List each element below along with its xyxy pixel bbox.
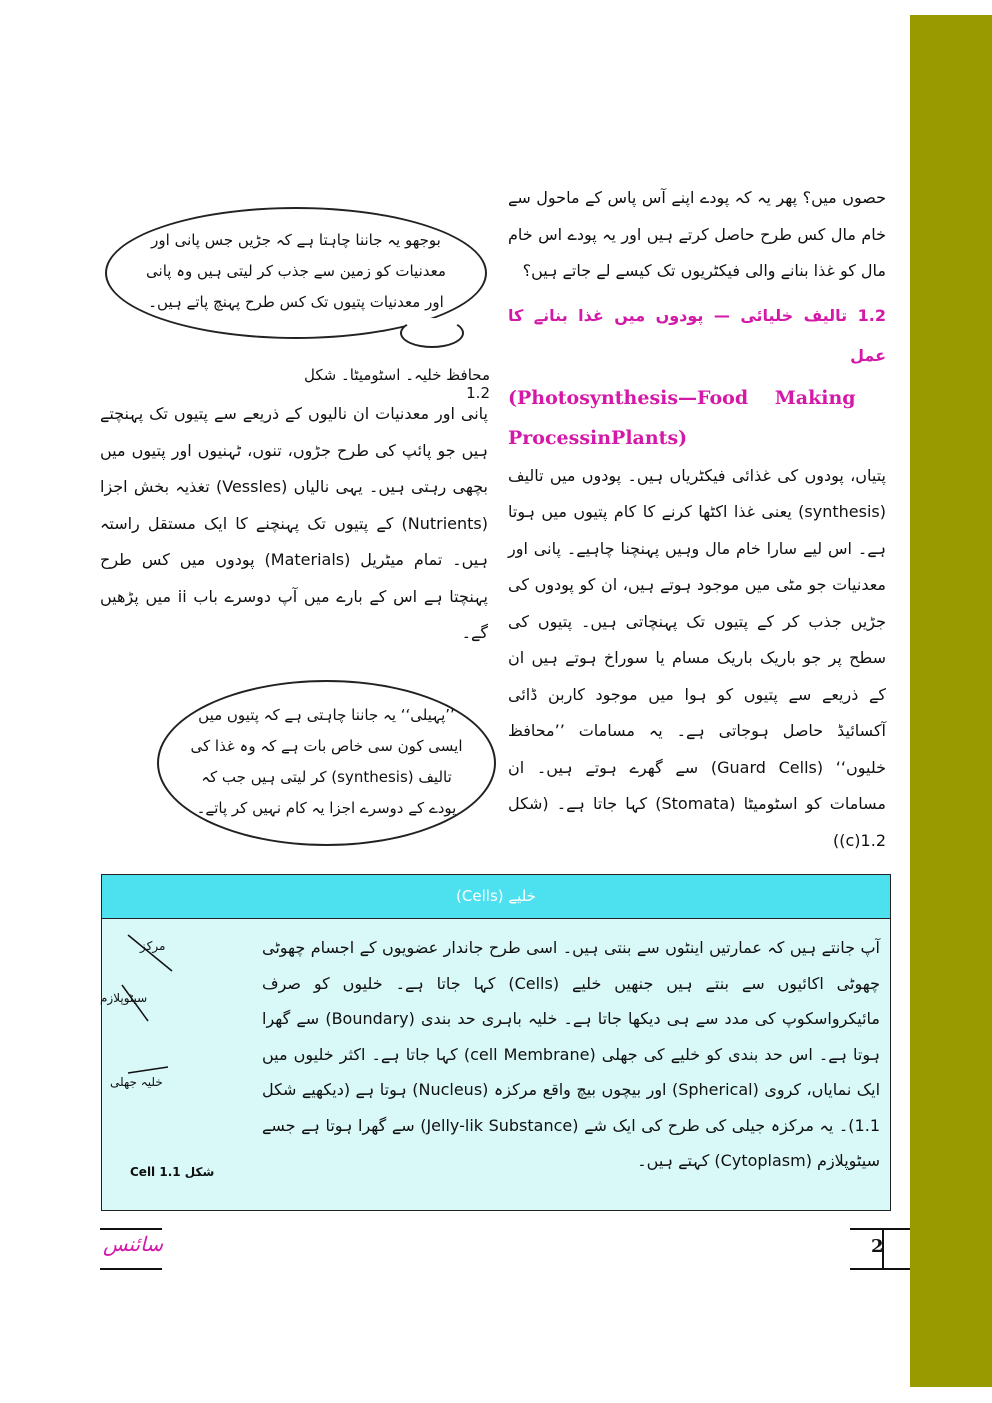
label-cytoplasm: سیٹوپلازم <box>100 991 148 1005</box>
thought-cloud-paheli <box>157 680 496 846</box>
cloud-bottom-text: ’’پہیلی‘‘ یہ جاننا چاہتی ہے کہ پتیوں میں ایسی کون سی خاص بات ہے کہ وہ غذا کی تالیف (synthesis) کر لیتی ہیں جب کہ پودے کے دوسرے اجزا یہ کام نہیں کر پاتے۔ <box>190 706 463 817</box>
cells-info-box <box>101 874 891 1211</box>
footer-rule-left-bottom <box>100 1268 162 1270</box>
left-column <box>100 396 488 652</box>
footer-rule-right-bottom <box>850 1268 910 1270</box>
label-membrane: خلیہ جھلی <box>110 1075 163 1089</box>
figure-caption-stomata: محافظ خلیہ۔ اسٹومیٹا۔ شکل 1.2 <box>303 366 490 402</box>
section-title-english: (Photosynthesis—Food Making ProcessinPlants) <box>508 386 856 449</box>
section-title <box>508 296 886 376</box>
footer-rule-left-top <box>100 1228 162 1230</box>
cloud-top-text: بوجھو یہ جاننا چاہتا ہے کہ جڑیں جس پانی اور معدنیات کو زمین سے جذب کر لیتی ہیں وہ پانی اور معدنیات پتیوں تک کس طرح پہنچ پاتے ہیں۔ <box>146 231 446 311</box>
cells-paragraph: آپ جانتے ہیں کہ عمارتیں اینٹوں سے بنتی ہیں۔ اسی طرح جاندار عضویوں کے اجسام چھوٹی چھوٹی اکائیوں سے بنتے ہیں جنھیں خلیے (Cells) کہا جاتا ہے۔ خلیوں کو صرف مائیکرواسکوپ کی مدد سے ہی دیکھا جاتا ہے۔ خلیہ باہری حد بندی (Boundary) سے گھرا ہوتا ہے۔ اس حد بندی کو خلیے کی جھلی (cell Membrane) کہا جاتا ہے۔ اکثر خلیوں میں ایک نمایاں، کروی (Spherical) اور بیچوں بیچ واقع مرکزہ (Nucleus) ہوتا ہے (دیکھیے شکل 1.1)۔ یہ مرکزہ جیلی کی طرح کی ایک شے (Jelly-lik Substance) سے گھرا ہوتا ہے جسے سیٹوپلازم (Cytoplasm) کہتے ہیں۔ <box>262 938 881 1170</box>
cell-diagram <box>100 925 260 1205</box>
section-title-urdu: تالیف خلیائی — پودوں میں غذا بنانے کا عمل <box>508 305 886 365</box>
label-nucleus: مرکز <box>140 939 166 953</box>
footer-rule-right-top <box>850 1228 910 1230</box>
cell-figure-caption: شکل 1.1 Cell <box>130 1165 215 1179</box>
cell-diagram-lines <box>110 925 260 1205</box>
pointer-membrane <box>128 1067 168 1073</box>
vessels-paragraph: پانی اور معدنیات ان نالیوں کے ذریعے سے پتیوں تک پہنچتے ہیں جو پائپ کی طرح جڑوں، تنوں، ٹہنیوں اور پتیوں میں بچھی رہتی ہیں۔ یہی نالیاں (Vessles) تغذیہ بخش اجزا (Nutrients) کے پتیوں تک پہنچنے کا ایک مستقل راستہ ہیں۔ تمام میٹریل (Materials) پودوں میں کس طرح پہنچتا ہے اس کے بارے میں آپ دوسرے باب ii میں پڑھیں گے۔ <box>100 404 489 642</box>
cloud-tail <box>400 318 464 348</box>
section-number: 1.2 <box>857 305 887 325</box>
right-column <box>508 180 886 859</box>
footer-subject: سائنس <box>103 1232 163 1256</box>
page-number: 2 <box>871 1236 884 1257</box>
decorative-side-bar <box>910 15 992 1387</box>
intro-paragraph: حصوں میں؟ پھر یہ کہ پودے اپنے آس پاس کے ماحول سے خام مال کس طرح حاصل کرتے ہیں اور یہ پودے اس خام مال کو غذا بنانے والی فیکٹریوں تک کیسے لے جاتے ہیں؟ <box>508 188 886 280</box>
cells-heading: خلیے (Cells) <box>102 875 890 919</box>
cells-text <box>262 930 880 1179</box>
photosynthesis-paragraph: پتیاں، پودوں کی غذائی فیکٹریاں ہیں۔ پودوں میں تالیف (synthesis) یعنی غذا اکٹھا کرنے کا کام پتیوں میں ہوتا ہے۔ اس لیے سارا خام مال وہیں پہنچنا چاہیے۔ پانی اور معدنیات جو مٹی میں موجود ہوتے ہیں، ان کو پودوں کی جڑیں جذب کر کے پتیوں تک پہنچاتی ہیں۔ پتیوں کی سطح پر جو باریک باریک مسام یا سوراخ ہوتے ہیں ان کے ذریعے سے پتیوں کو ہوا میں موجود کاربن ڈائی آکسائیڈ حاصل ہوجاتی ہے۔ یہ مسامات ’’محافظ خلیوں‘‘ (Guard Cells) سے گھرے ہوتے ہیں۔ ان مسامات کو اسٹومیٹا (Stomata) کہا جاتا ہے۔ (شکل 1.2(c)) <box>508 465 887 850</box>
